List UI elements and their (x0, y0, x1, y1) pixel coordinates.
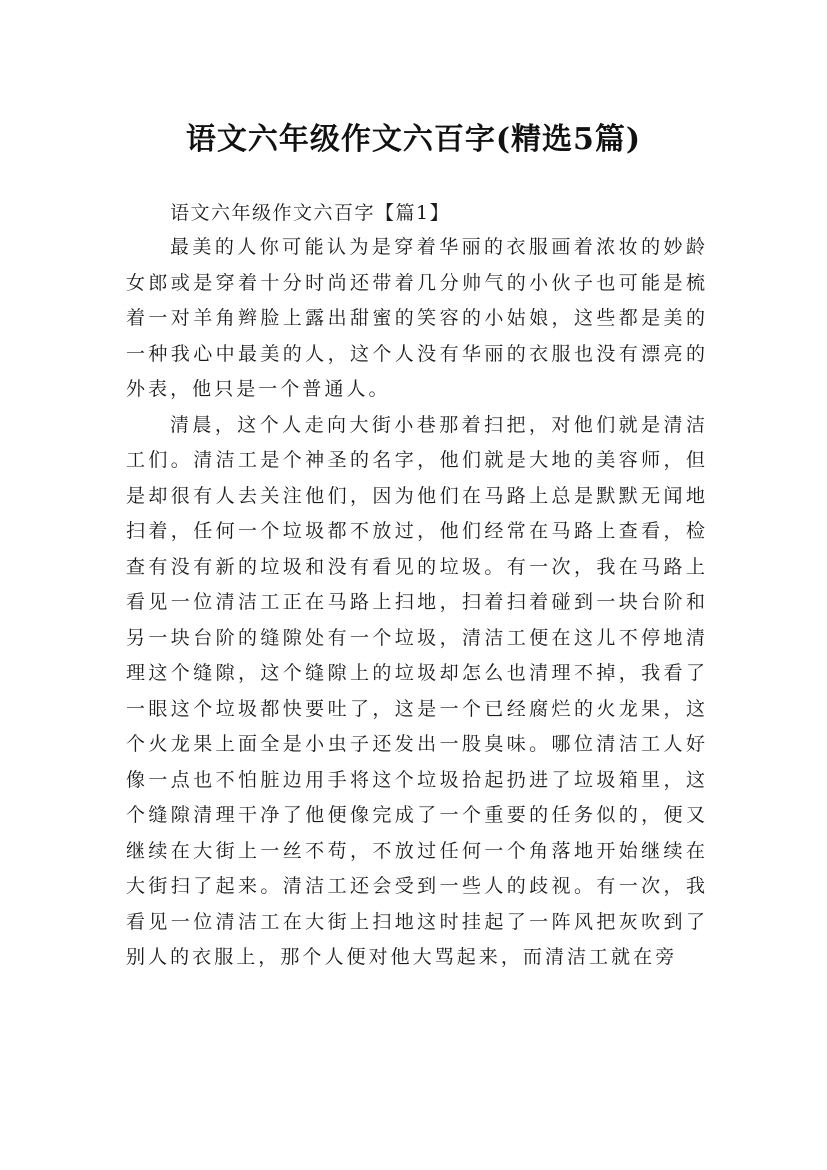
section-heading: 语文六年级作文六百字【篇1】 (170, 202, 451, 224)
paragraph: 最美的人你可能认为是穿着华丽的衣服画着浓妆的妙龄女郎或是穿着十分时尚还带着几分帅气的小伙子也可能是梳着一对羊角辫脸上露出甜蜜的笑容的小姑娘，这些都是美的一种我心中最美的人，这个人没有华丽的衣服也没有漂亮的外表，他只是一个普通人。 (126, 236, 708, 400)
paragraph: 清晨，这个人走向大街小巷那着扫把，对他们就是清洁工们。清洁工是个神圣的名字，他们就是大地的美容师，但是却很有人去关注他们，因为他们在马路上总是默默无闻地扫着，任何一个垃圾都不放过，他们经常在马路上查看，检查有没有新的垃圾和没有看见的垃圾。有一次，我在马路上看见一位清洁工正在马路上扫地，扫着扫着碰到一块台阶和另一块台阶的缝隙处有一个垃圾，清洁工便在这儿不停地清理这个缝隙，这个缝隙上的垃圾却怎么也清理不掉，我看了一眼这个垃圾都快要吐了，这是一个已经腐烂的火龙果，这个火龙果上面全是小虫子还发出一股臭味。哪位清洁工人好像一点也不怕脏边用手将这个垃圾拾起扔进了垃圾箱里，这个缝隙清理干净了他便像完成了一个重要的任务似的，便又继续在大街上一丝不苟，不放过任何一个角落地开始继续在大街扫了起来。清洁工还会受到一些人的歧视。有一次，我看见一位清洁工在大街上扫地这时挂起了一阵风把灰吹到了别人的衣服上，那个人便对他大骂起来，而清洁工就在旁 (126, 413, 708, 968)
document-body (126, 196, 708, 976)
document-title: 语文六年级作文六百字(精选5篇) (185, 122, 642, 158)
